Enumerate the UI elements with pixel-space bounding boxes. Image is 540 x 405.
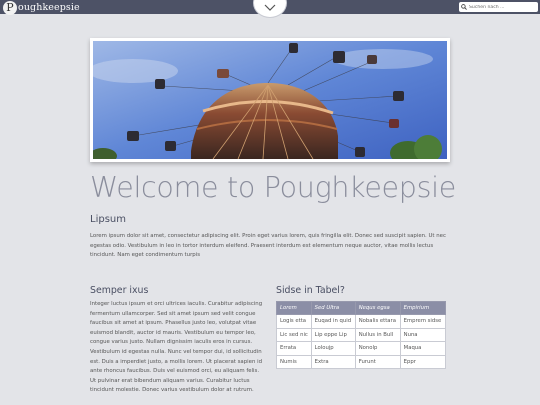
semper-paragraph: Integer luctus ipsum et orci ultrices iaculis. Curabitur adipiscing fermentum ullamcorper. Sed sit amet ipsum sed velit congue faucibus sit amet at ipsum. Phasellus justo leo, volutpat vitae euismod blandit, auctor id mauris. Vestibulum eu tempor leo, congue varius justo. Nullam dignissim iaculis eros in cursus. Vestibulum id egestas nulla. Nunc vel tempor dui, id sollicitudin est. Duis a imperdiet justo, a mollis lorem. Ut placerat sapien id ante rhoncus faucibus. Duis vel euismod orci, eu aliquam felis. Ut pulvinar erat bibendum aliquam varius. Curabitur luctus tincidunt molestie. Donec varius vestibulum dolor at rutrum. [90,301,263,394]
table-row [277,315,446,329]
search-input[interactable] [469,3,537,12]
page-title: Welcome to Poughkeepsie [90,171,456,204]
section-heading-semper: Semper ixus [90,285,149,296]
section-heading-table: Sidse in Tabel? [276,285,345,296]
search-icon [461,4,467,10]
data-table [276,301,446,369]
table-cell: Emprem sidse [400,315,445,329]
table-cell: Numis [277,355,312,369]
column-header: Nequs egsa [355,302,400,315]
site-logo[interactable] [3,1,80,14]
hero-image [93,41,447,159]
table-cell: Errata [277,342,312,356]
menu-toggle-button[interactable] [253,0,287,18]
column-header: Lorem [277,302,312,315]
column-header: Sed Ultra [311,302,355,315]
table-cell: Logis etta [277,315,312,329]
table-cell: Nuna [400,328,445,342]
table-header-row [277,302,446,315]
logo-text: oughkeepsie [18,2,80,13]
table-row [277,342,446,356]
search-box[interactable] [459,2,538,12]
table-cell: Nobalis ettara [355,315,400,329]
hero-image-frame [90,38,450,162]
table-cell: Maqua [400,342,445,356]
section-heading-lipsum: Lipsum [90,214,126,225]
lipsum-paragraph: Lorem ipsum dolor sit amet, consectetur adipiscing elit. Proin eget varius lorem, quis fringilla elit. Donec sed suscipit sapien. Ut nec egestas odio. Vestibulum in leo in tortor interdum eleifend. Praesent interdum est elementum neque auctor, vitae mollis lectus tincidunt. Nam eget condimentum turpis [90,233,446,259]
table-cell: Eppr [400,355,445,369]
table-cell: Lip eppe Lip [311,328,355,342]
table-cell: Nonolp [355,342,400,356]
table-cell: Extra [311,355,355,369]
chevron-down-icon [264,4,276,11]
table-cell: Furunt [355,355,400,369]
table-cell: Nullus in Bull [355,328,400,342]
logo-mark: P [3,1,17,15]
column-header: Empirium [400,302,445,315]
table-row [277,328,446,342]
table-cell: Euqad in quid [311,315,355,329]
table-row [277,355,446,369]
table-cell: Lic sed nic [277,328,312,342]
table-cell: Loloujp [311,342,355,356]
